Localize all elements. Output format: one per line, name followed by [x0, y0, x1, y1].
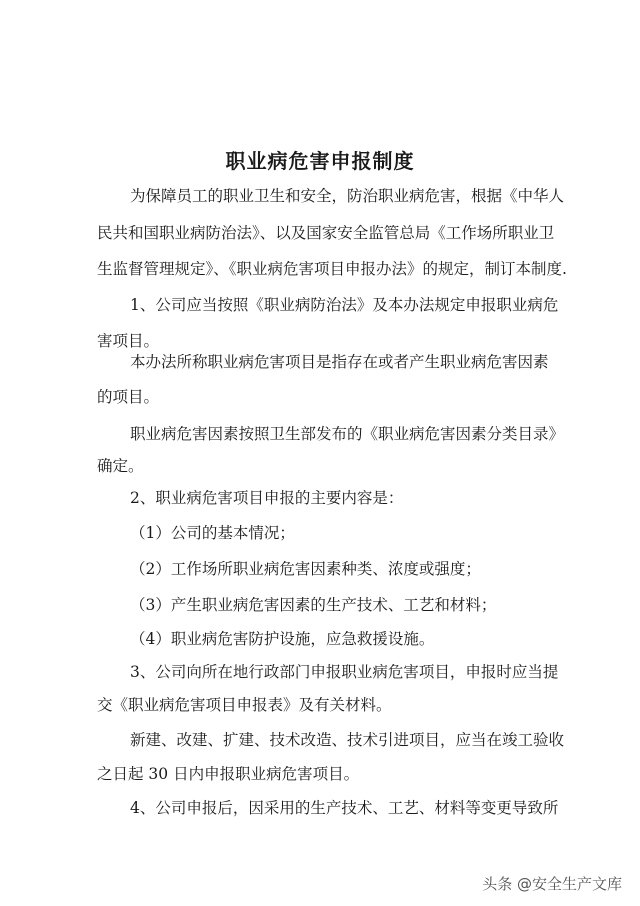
paragraph-line: 民共和国职业病防治法》、以及国家安全监管总局《工作场所职业卫	[97, 224, 555, 242]
paragraph-line: （3）产生职业病危害因素的生产技术、工艺和材料；	[130, 596, 497, 614]
paragraph-line: 1、公司应当按照《职业病防治法》及本办法规定申报职业病危	[130, 296, 559, 314]
paragraph-line: 生监督管理规定》、《职业病危害项目申报办法》的规定，制订本制度.	[97, 260, 567, 278]
paragraph-line: 为保障员工的职业卫生和安全，防治职业病危害，根据《中华人	[130, 187, 565, 205]
paragraph-line: 害项目。	[97, 332, 160, 350]
paragraph-line: 3、公司向所在地行政部门申报职业病危害项目，申报时应当提	[130, 663, 559, 681]
paragraph-line: 4、公司申报后，因采用的生产技术、工艺、材料等变更导致所	[130, 799, 559, 817]
paragraph-line: 交《职业病危害项目申报表》及有关材料。	[97, 696, 392, 714]
paragraph-line: 的项目。	[97, 388, 160, 406]
paragraph-line: 确定。	[97, 457, 144, 475]
paragraph-line: 之日起 30 日内申报职业病危害项目。	[97, 765, 360, 783]
paragraph-line: （2）工作场所职业病危害因素种类、浓度或强度；	[130, 560, 481, 578]
paragraph-line: （1）公司的基本情况；	[130, 524, 295, 542]
document-title: 职业病危害申报制度	[225, 149, 415, 173]
paragraph-line: 本办法所称职业病危害项目是指存在或者产生职业病危害因素	[130, 353, 549, 371]
paragraph-line: （4）职业病危害防护设施，应急救援设施。	[130, 630, 435, 648]
paragraph-line: 职业病危害因素按照卫生部发布的《职业病危害因素分类目录》	[130, 425, 565, 443]
source-watermark: 头条 @安全生产文库	[482, 875, 622, 893]
paragraph-line: 新建、改建、扩建、技术改造、技术引进项目，应当在竣工验收	[130, 731, 565, 749]
paragraph-line: 2、职业病危害项目申报的主要内容是：	[130, 489, 404, 507]
